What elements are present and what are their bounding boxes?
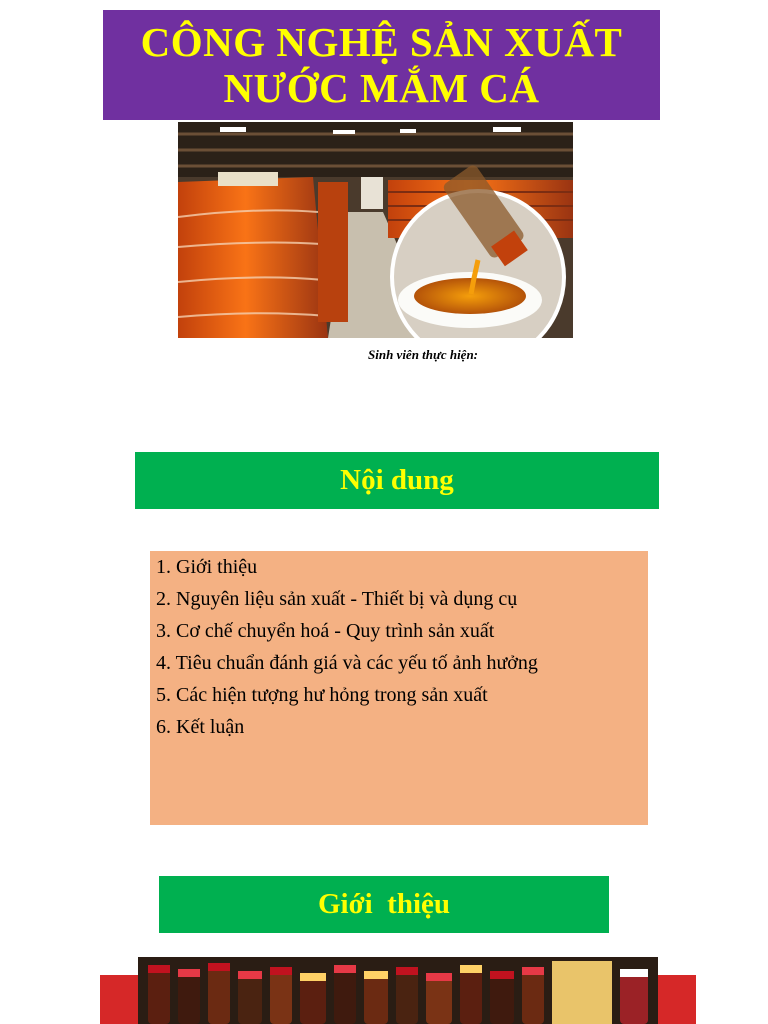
bottom-photo — [100, 957, 696, 1024]
intro-header-label: Giới thiệu — [317, 888, 451, 920]
contents-header-label: Nội dung — [340, 464, 454, 496]
title-line-2: NƯỚC MẮM CÁ — [223, 65, 540, 111]
hero-photo — [178, 122, 573, 338]
contents-item: 3. Cơ chế chuyển hoá - Quy trình sản xuất — [156, 620, 495, 642]
contents-list — [156, 551, 648, 743]
title-line-1: CÔNG NGHỆ SẢN XUẤT — [140, 19, 623, 65]
contents-item: 4. Tiêu chuẩn đánh giá và các yếu tố ảnh hưởng — [156, 652, 538, 674]
contents-item: 6. Kết luận — [156, 716, 245, 738]
student-credit-label: Sinh viên thực hiện: — [368, 347, 479, 362]
title-banner — [103, 10, 660, 120]
contents-box — [150, 551, 648, 825]
contents-header — [135, 452, 659, 509]
contents-item: 2. Nguyên liệu sản xuất - Thiết bị và dụng cụ — [156, 588, 518, 610]
contents-item: 1. Giới thiệu — [156, 556, 258, 578]
contents-item: 5. Các hiện tượng hư hỏng trong sản xuất — [156, 684, 488, 706]
intro-header — [159, 876, 609, 933]
